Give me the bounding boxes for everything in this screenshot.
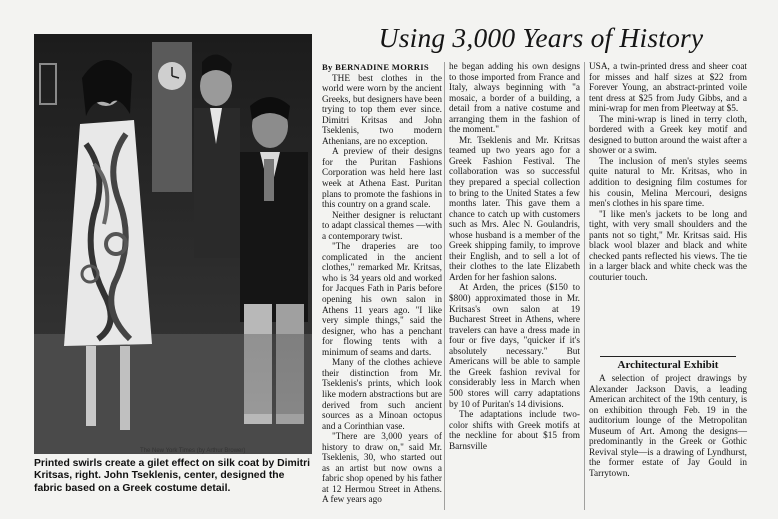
column-rule: [584, 62, 585, 510]
photo-caption: Printed swirls create a gilet effect on silk coat by Dimitri Kritsas, right. John Tseklenis, center, designed the fabric based on a Greek costume detail.: [34, 458, 311, 494]
paragraph: Mr. Tseklenis and Mr. Kritsas teamed up two years ago for a Greek Fashion Festival. The collaboration was so successful they prepared a special collection to bring to the United States a few months later. This gave them a chance to catch up with customers such as Mrs. Alec N. Goulandris, whose husband is a member of the Greek shipping family, to improve their English, and to sell a lot of their clothes to the late Elizabeth Arden for her fashion salons.: [449, 135, 580, 283]
paragraph: "The draperies are too complicated in the ancient clothes," remarked Mr. Kritsas, who is 34 years old and worked for Jacques Fath in Paris before opening his own salon in Athens 11 years ago. "I like very simple things," said the designer, who has a penchant for flowing tents with a minimum of seams and darts.: [322, 242, 442, 358]
paragraph: The mini-wrap is lined in terry cloth, bordered with a Greek key motif and designed to button around the waist after a shower or a swim.: [589, 114, 747, 157]
article-column-1: [322, 62, 442, 506]
article-column-3: [589, 62, 747, 283]
section-divider: [600, 356, 736, 357]
paragraph: Many of the clothes achieve their distinction from Mr. Tseklenis's prints, which look like modern abstractions but are derived from such ancient sources as a Minoan octopus and a Corinthian vase.: [322, 358, 442, 432]
paragraph: The adaptations include two-color shifts with Greek motifs at the neckline for about $15 from Barnsville: [449, 410, 580, 452]
paragraph: "I like men's jackets to be long and tight, with very small shoulders and the pants not so tight," Mr. Kritsas said. His black wool blazer and black and white checked pants reflected his views. The tie in a larger black and white check was the couturier touch.: [589, 209, 747, 283]
exhibit-column: [589, 374, 747, 479]
paragraph: "There are 3,000 years of history to draw on," said Mr. Tseklenis, 30, who started out as an artist but now owns a fabric shop opened by his father at 12 Hermou Street in Athens. A few years ago: [322, 432, 442, 506]
paragraph: The inclusion of men's styles seems quite natural to Mr. Kritsas, who in addition to designing film costumes for his cousin, Melina Mercouri, designs men's clothes in his spare time.: [589, 156, 747, 210]
subhead: Architectural Exhibit: [617, 359, 719, 371]
column-rule: [444, 62, 445, 510]
byline: By BERNADINE MORRIS: [322, 62, 429, 72]
fashion-photo-illustration: [34, 34, 312, 454]
photo-credit: The New York Times (by Arthur Brower): [140, 448, 246, 454]
paragraph: A selection of project drawings by Alexander Jackson Davis, a leading American architect of the 19th century, is on exhibition through Feb. 19 in the auditorium lounge of the Metropolitan Museum of Art. Among the designs— predominantly in the Greek or Gothic Revival style—is a drawing of Lyndhurst, the former estate of Jay Gould in Tarrytown.: [589, 374, 747, 479]
paragraph: he began adding his own designs to those imported from France and Italy, always beginning with "a mosaic, a border of a building, a detail from a native costume and arranging them in the fashion of the moment.": [449, 62, 580, 136]
paragraph: THE best clothes in the world were worn by the ancient Greeks, but designers have been trying to top them ever since. Dimitri Kritsas and John Tseklenis, two modern Athenians, are no exception.: [322, 73, 442, 147]
paragraph: USA, a twin-printed dress and sheer coat for misses and half sizes at $22 from Forever Young, an abstract-printed voile tent dress at $25 from Judy Gibbs, and a mini-wrap for men from Pleetway at $5.: [589, 62, 747, 115]
paragraph: A preview of their designs for the Puritan Fashions Corporation was held here last week at Athena East. Puritan plans to promote the fashions in this country on a grand scale.: [322, 147, 442, 211]
paragraph: Neither designer is reluctant to adapt classical themes —with a contemporary twist.: [322, 210, 442, 242]
fashion-photo: [34, 34, 312, 454]
paragraph: At Arden, the prices ($150 to $800) approximated those in Mr. Kritsas's own salon at 19 Bucharest Street in Athens, where travelers can have a dress made in four or five days, "quicker if it's absolutely necessary." But Americans will be able to sample the Greek fashion revival for considerably less in March when 500 stores will carry adaptations by 10 of Puritan's 14 divisions.: [449, 283, 580, 410]
headline: Using 3,000 Years of History: [378, 22, 704, 53]
article-column-2: [449, 62, 580, 452]
